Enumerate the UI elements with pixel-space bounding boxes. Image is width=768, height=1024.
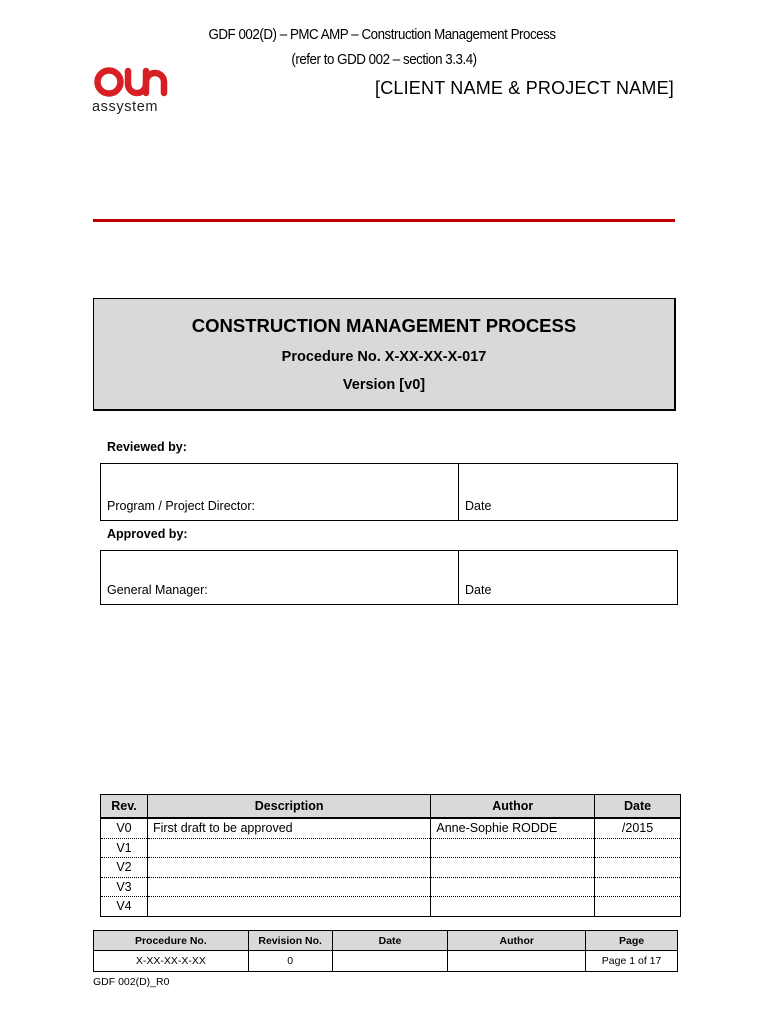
author-cell — [431, 877, 595, 897]
date-cell — [595, 858, 681, 878]
description-cell: First draft to be approved — [147, 818, 430, 838]
rev-cell: V3 — [101, 877, 148, 897]
footer-procedure-value: X-XX-XX-X-XX — [94, 951, 249, 972]
date-column-header: Date — [595, 795, 681, 819]
footer-table — [93, 930, 678, 972]
title-box — [93, 298, 676, 411]
approved-by-label: Approved by: — [107, 527, 188, 541]
approver-signature-table — [100, 550, 678, 605]
table-row — [101, 818, 681, 838]
version-label: Version [v0] — [342, 377, 426, 393]
rev-cell: V1 — [101, 838, 148, 858]
logo-wordmark: assystem — [92, 99, 159, 115]
footer-page-header: Page — [586, 931, 678, 951]
footer-page-value: Page 1 of 17 — [586, 951, 678, 972]
rev-cell: V2 — [101, 858, 148, 878]
reviewer-date-cell: Date — [459, 464, 678, 521]
date-cell — [595, 877, 681, 897]
table-row — [101, 858, 681, 878]
reviewer-role-cell: Program / Project Director: — [101, 464, 459, 521]
author-cell — [431, 838, 595, 858]
description-cell — [147, 877, 430, 897]
footer-revision-header: Revision No. — [248, 931, 332, 951]
header-title-line: GDF 002(D) – PMC AMP – Construction Management Process — [208, 27, 556, 43]
date-cell — [595, 838, 681, 858]
date-cell: /2015 — [595, 818, 681, 838]
footer-procedure-header: Procedure No. — [94, 931, 249, 951]
approver-date-cell: Date — [459, 551, 678, 605]
footer-revision-value: 0 — [248, 951, 332, 972]
table-row — [101, 897, 681, 917]
footer-author-value — [448, 951, 586, 972]
client-project-placeholder: [CLIENT NAME & PROJECT NAME] — [375, 78, 674, 98]
table-row — [101, 838, 681, 858]
author-column-header: Author — [431, 795, 595, 819]
reviewer-signature-table — [100, 463, 678, 521]
rev-cell: V4 — [101, 897, 148, 917]
author-cell: Anne-Sophie RODDE — [431, 818, 595, 838]
rev-column-header: Rev. — [101, 795, 148, 819]
author-cell — [431, 858, 595, 878]
description-cell — [147, 897, 430, 917]
description-cell — [147, 858, 430, 878]
procedure-number: Procedure No. X-XX-XX-X-017 — [281, 349, 487, 365]
header-divider — [93, 219, 675, 222]
revision-history-table — [100, 794, 681, 917]
document-title: CONSTRUCTION MANAGEMENT PROCESS — [191, 315, 577, 336]
description-column-header: Description — [147, 795, 430, 819]
author-cell — [431, 897, 595, 917]
description-cell — [147, 838, 430, 858]
table-row — [101, 877, 681, 897]
rev-cell: V0 — [101, 818, 148, 838]
approver-role-cell: General Manager: — [101, 551, 459, 605]
document-code: GDF 002(D)_R0 — [93, 976, 170, 988]
footer-date-header: Date — [332, 931, 448, 951]
footer-author-header: Author — [448, 931, 586, 951]
footer-date-value — [332, 951, 448, 972]
reviewed-by-label: Reviewed by: — [107, 440, 187, 454]
header-reference-line: (refer to GDD 002 – section 3.3.4) — [291, 52, 477, 68]
date-cell — [595, 897, 681, 917]
